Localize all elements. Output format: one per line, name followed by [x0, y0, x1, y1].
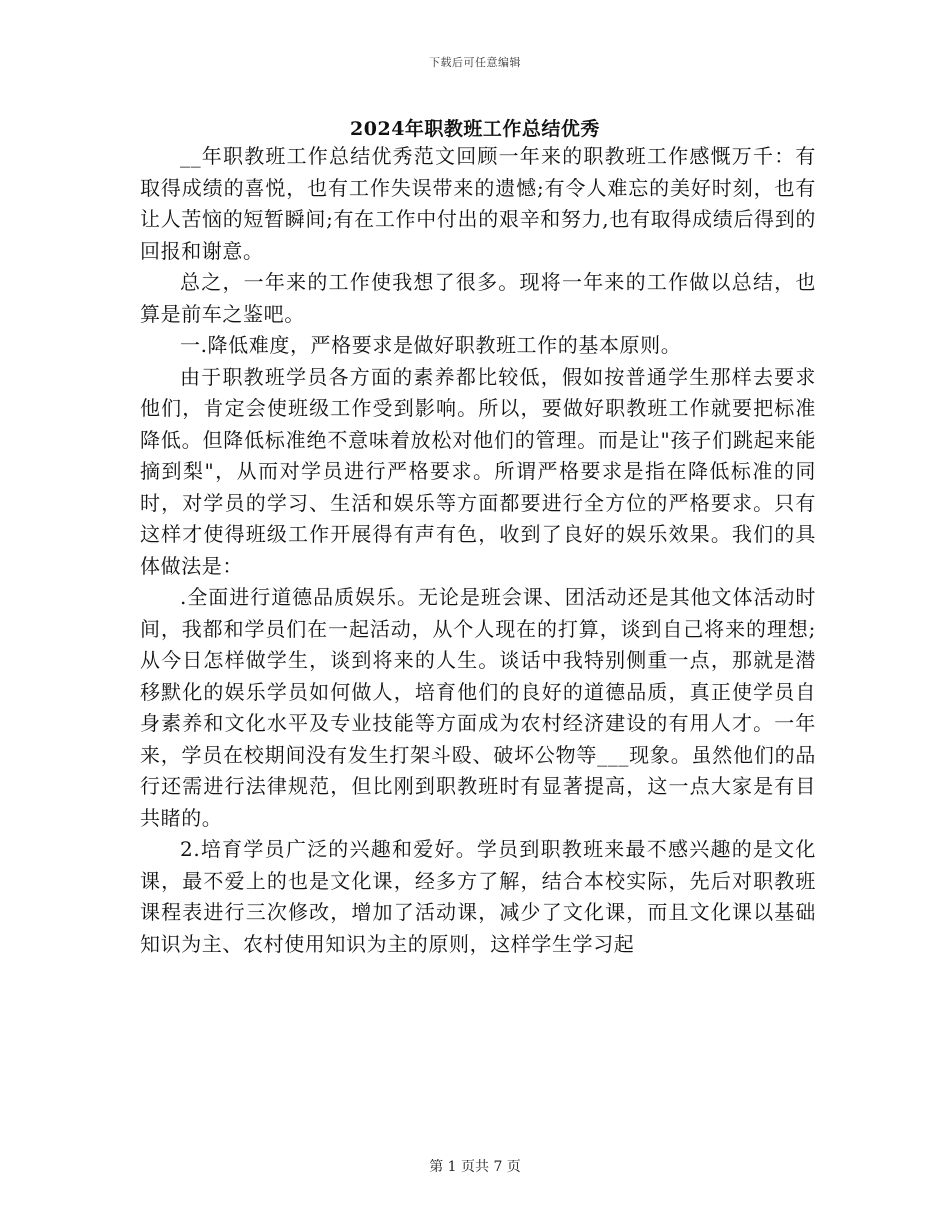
paragraph-requirements: 由于职教班学员各方面的素养都比较低，假如按普通学生那样去要求他们，肯定会使班级工作受到影响。所以，要做好职教班工作就要把标准降低。但降低标准绝不意味着放松对他们的管理。而是让"孩子们跳起来能摘到梨"，从而对学员进行严格要求。所谓严格要求是指在降低标准的同时，对学员的学习、生活和娱乐等方面都要进行全方位的严格要求。只有这样才使得班级工作开展得有声有色，收到了良好的娱乐效果。我们的具体做法是：: [140, 364, 816, 578]
page-header-note: 下载后可任意编辑: [429, 56, 521, 69]
paragraph-interests: 2.培育学员广泛的兴趣和爱好。学员到职教班来最不感兴趣的是文化课，最不爱上的也是文化课，经多方了解，结合本校实际，先后对职教班课程表进行三次修改，增加了活动课，减少了文化课，而且文化课以基础知识为主、农村使用知识为主的原则，这样学生学习起: [140, 837, 816, 956]
page-number: 第 1 页共 7 页: [429, 1159, 521, 1175]
paragraph-intro: __年职教班工作总结优秀范文回顾一年来的职教班工作感慨万千：有取得成绩的喜悦，也有工作失误带来的遗憾;有令人难忘的美好时刻，也有让人苦恼的短暂瞬间;有在工作中付出的艰辛和努力,也有取得成绩后得到的回报和谢意。: [140, 144, 816, 263]
document-title: 2024年职教班工作总结优秀: [350, 118, 600, 140]
document-body: [140, 141, 816, 960]
paragraph-summary: 总之，一年来的工作使我想了很多。现将一年来的工作做以总结，也算是前车之鉴吧。: [140, 270, 816, 326]
paragraph-section-heading: 一.降低难度，严格要求是做好职教班工作的基本原则。: [180, 333, 682, 357]
paragraph-moral-education: .全面进行道德品质娱乐。无论是班会课、团活动还是其他文体活动时间，我都和学员们在一起活动，从个人现在的打算，谈到自己将来的理想;从今日怎样做学生，谈到将来的人生。谈话中我特别侧重一点，那就是潜移默化的娱乐学员如何做人，培育他们的良好的道德品质，真正使学员自身素养和文化水平及专业技能等方面成为农村经济建设的有用人才。一年来，学员在校期间没有发生打架斗殴、破坏公物等___现象。虽然他们的品行还需进行法律规范，但比刚到职教班时有显著提高，这一点大家是有目共睹的。: [140, 585, 816, 830]
